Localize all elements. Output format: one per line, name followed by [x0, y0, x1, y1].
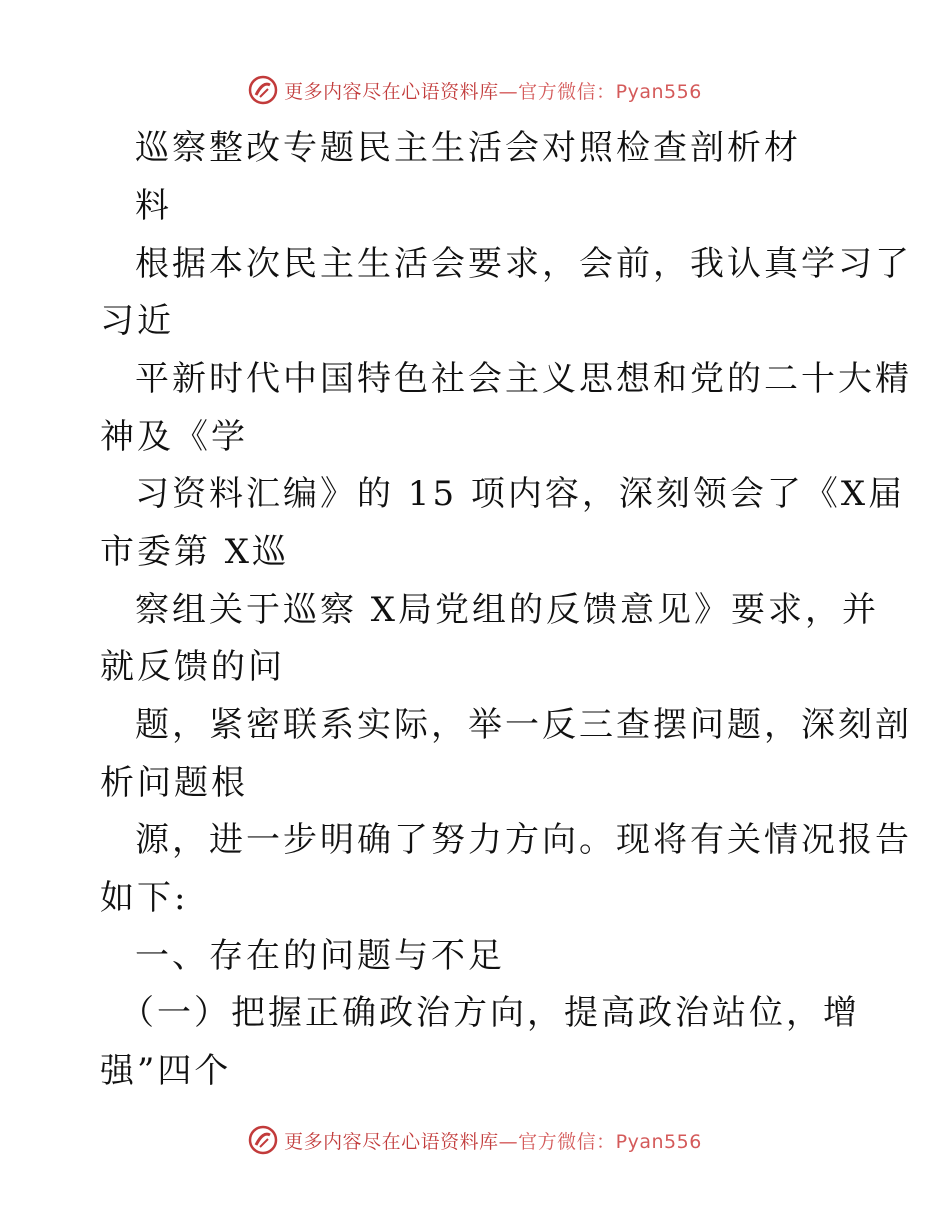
doc-line: 习近 — [100, 301, 174, 341]
watermark-banner-top — [0, 70, 950, 110]
doc-line: 平新时代中国特色社会主义思想和党的二十大精 — [135, 359, 912, 399]
watermark-contact: —官方微信：Pyan556 — [498, 1130, 702, 1153]
watermark-banner-bottom — [0, 1120, 950, 1160]
doc-title-line-1: 巡察整改专题民主生活会对照检查剖析材 — [135, 128, 801, 168]
subsection-heading: （一）把握正确政治方向，提高政治站位，增 — [120, 993, 860, 1033]
section-heading: 一、存在的问题与不足 — [135, 936, 505, 976]
doc-line: 神及《学 — [100, 417, 248, 457]
logo-icon — [248, 75, 278, 105]
watermark-contact: —官方微信：Pyan556 — [498, 80, 702, 103]
doc-line: 根据本次民主生活会要求，会前，我认真学习了 — [135, 244, 912, 284]
doc-line: 源，进一步明确了努力方向。现将有关情况报告 — [135, 820, 912, 860]
doc-line: 题，紧密联系实际，举一反三查摆问题，深刻剖 — [135, 705, 912, 745]
doc-line: 就反馈的问 — [100, 647, 285, 687]
logo-icon — [248, 1125, 278, 1155]
doc-title-line-2: 料 — [135, 186, 172, 226]
watermark-text: 更多内容尽在心语资料库 — [284, 1130, 499, 1153]
doc-line: 市委第 X巡 — [100, 532, 290, 572]
doc-line: 强”四个 — [100, 1051, 232, 1091]
doc-line: 析问题根 — [100, 763, 248, 803]
doc-line: 察组关于巡察 X局党组的反馈意见》要求，并 — [135, 590, 880, 630]
doc-line: 习资料汇编》的 15 项内容，深刻领会了《X届 — [135, 474, 906, 514]
doc-line: 如下: — [100, 878, 189, 918]
watermark-text: 更多内容尽在心语资料库 — [284, 80, 499, 103]
